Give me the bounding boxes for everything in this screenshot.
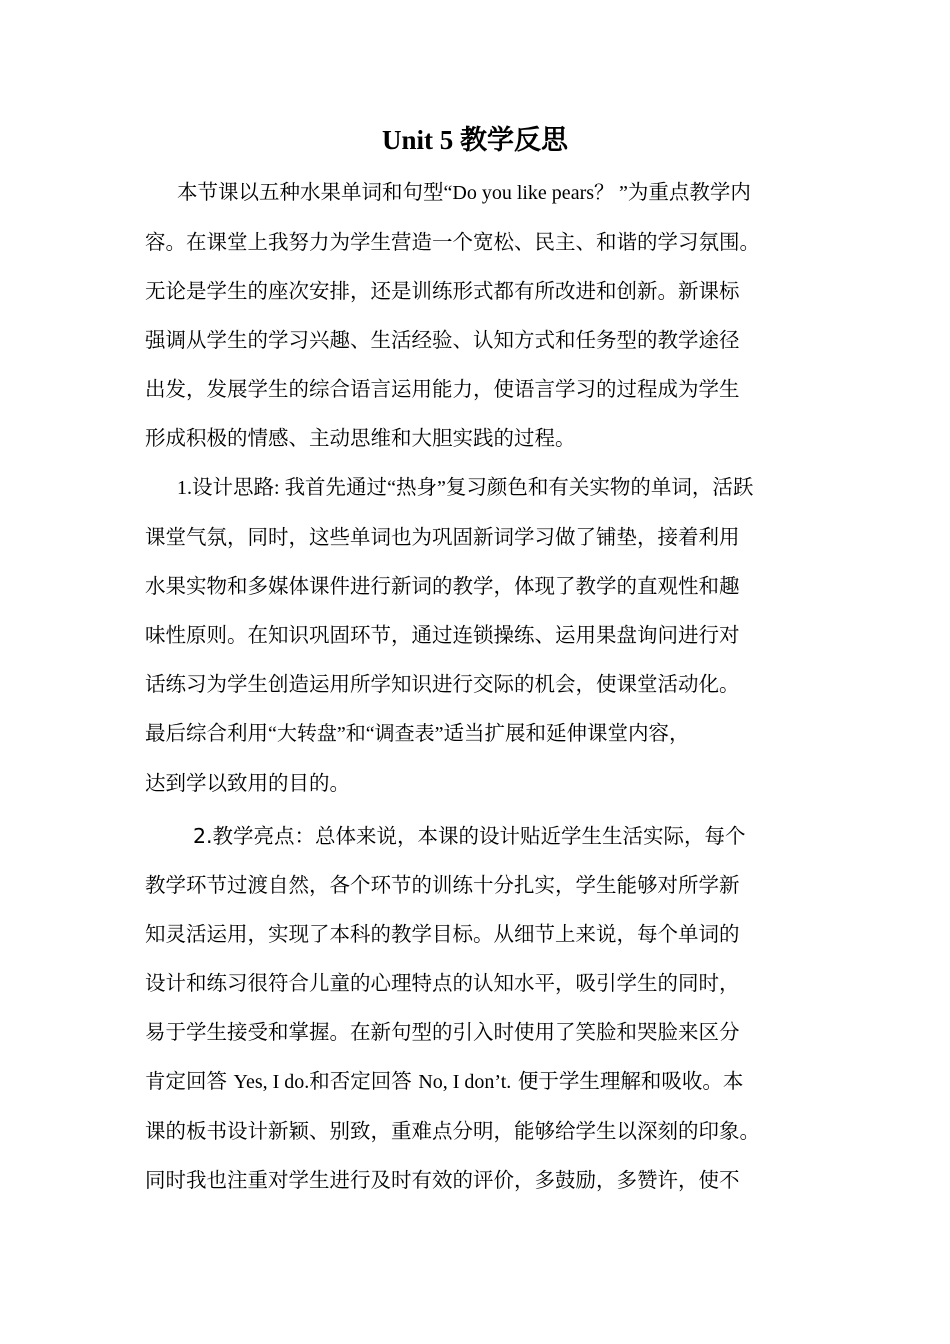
text-line: 话练习为学生创造运用所学知识进行交际的机会，使课堂活动化。 (145, 672, 740, 696)
paragraph-intro (145, 168, 815, 463)
text-line: 形成积极的情感、主动思维和大胆实践的过程。 (145, 426, 576, 450)
text-line: 强调从学生的学习兴趣、生活经验、认知方式和任务型的教学途径 (145, 328, 740, 352)
text-span: : (274, 477, 285, 499)
text-span: 和否定回答 (309, 1069, 419, 1093)
text-line: 达到学以致用的目的。 (145, 771, 350, 795)
text-span: “ (387, 477, 396, 499)
text-span: No, I don’t. (418, 1071, 512, 1093)
text-span: 为重点教学内 (627, 180, 751, 204)
text-line: 课堂气氛，同时，这些单词也为巩固新词学习做了铺垫，接着利用 (145, 525, 740, 549)
text-span: 我首先通过 (284, 475, 388, 499)
paragraph-design (145, 463, 815, 808)
text-line: 无论是学生的座次安排，还是训练形式都有所改进和创新。新课标 (145, 279, 740, 303)
text-span: 肯定回答 (145, 1069, 234, 1093)
text-span: 热身 (395, 475, 437, 499)
text-line: 知灵活运用，实现了本科的教学目标。从细节上来说，每个单词的 (145, 922, 740, 946)
paragraph-highlights (145, 812, 815, 1205)
text-span: 适当扩展和延伸课堂内容， (443, 721, 690, 745)
text-span: 便于学生理解和吸收。本 (511, 1069, 744, 1093)
text-span: 最后综合利用 (145, 721, 268, 745)
text-line: 同时我也注重对学生进行及时有效的评价，多鼓励，多赞许，使不 (145, 1168, 740, 1192)
text-line: 容。在课堂上我努力为学生营造一个宽松、民主、和谐的学习氛围。 (145, 230, 760, 254)
text-line: 水果实物和多媒体课件进行新词的教学，体现了教学的直观性和趣 (145, 574, 740, 598)
text-line (145, 709, 815, 759)
text-line: 2.教学亮点：总体来说，本课的设计贴近学生生活实际，每个 (193, 824, 746, 848)
text-line: 出发，发展学生的综合语言运用能力，使语言学习的过程成为学生 (145, 377, 740, 401)
document-body (145, 168, 815, 1205)
title-chinese: 教学反思 (460, 125, 568, 156)
text-line (145, 168, 815, 218)
text-line: 课的板书设计新颖、别致，重难点分明，能够给学生以深刻的印象。 (145, 1119, 760, 1143)
text-line: 教学环节过渡自然，各个环节的训练十分扎实，学生能够对所学新 (145, 873, 740, 897)
text-line (145, 463, 815, 513)
text-span: 1. (177, 477, 192, 499)
text-line: 易于学生接受和掌握。在新句型的引入时使用了笑脸和哭脸来区分 (145, 1020, 740, 1044)
text-line: 设计和练习很符合儿童的心理特点的认知水平，吸引学生的同时， (145, 971, 740, 995)
text-span: 本节课以五种水果单词和句型 (177, 180, 444, 204)
text-span: 复习颜色和有关实物的单词，活跃 (445, 475, 754, 499)
text-span: “大转盘”和“调查表” (268, 723, 444, 745)
text-span: Yes, I do. (233, 1071, 310, 1093)
title-english: Unit 5 (381, 125, 454, 155)
text-line (145, 1057, 815, 1107)
document-title (0, 120, 950, 161)
text-span: 设计思路 (192, 475, 274, 499)
text-line: 味性原则。在知识巩固环节，通过连锁操练、运用果盘询问进行对 (145, 623, 740, 647)
text-span: “Do you like pears？ ” (443, 182, 628, 204)
text-span: ” (436, 477, 446, 499)
